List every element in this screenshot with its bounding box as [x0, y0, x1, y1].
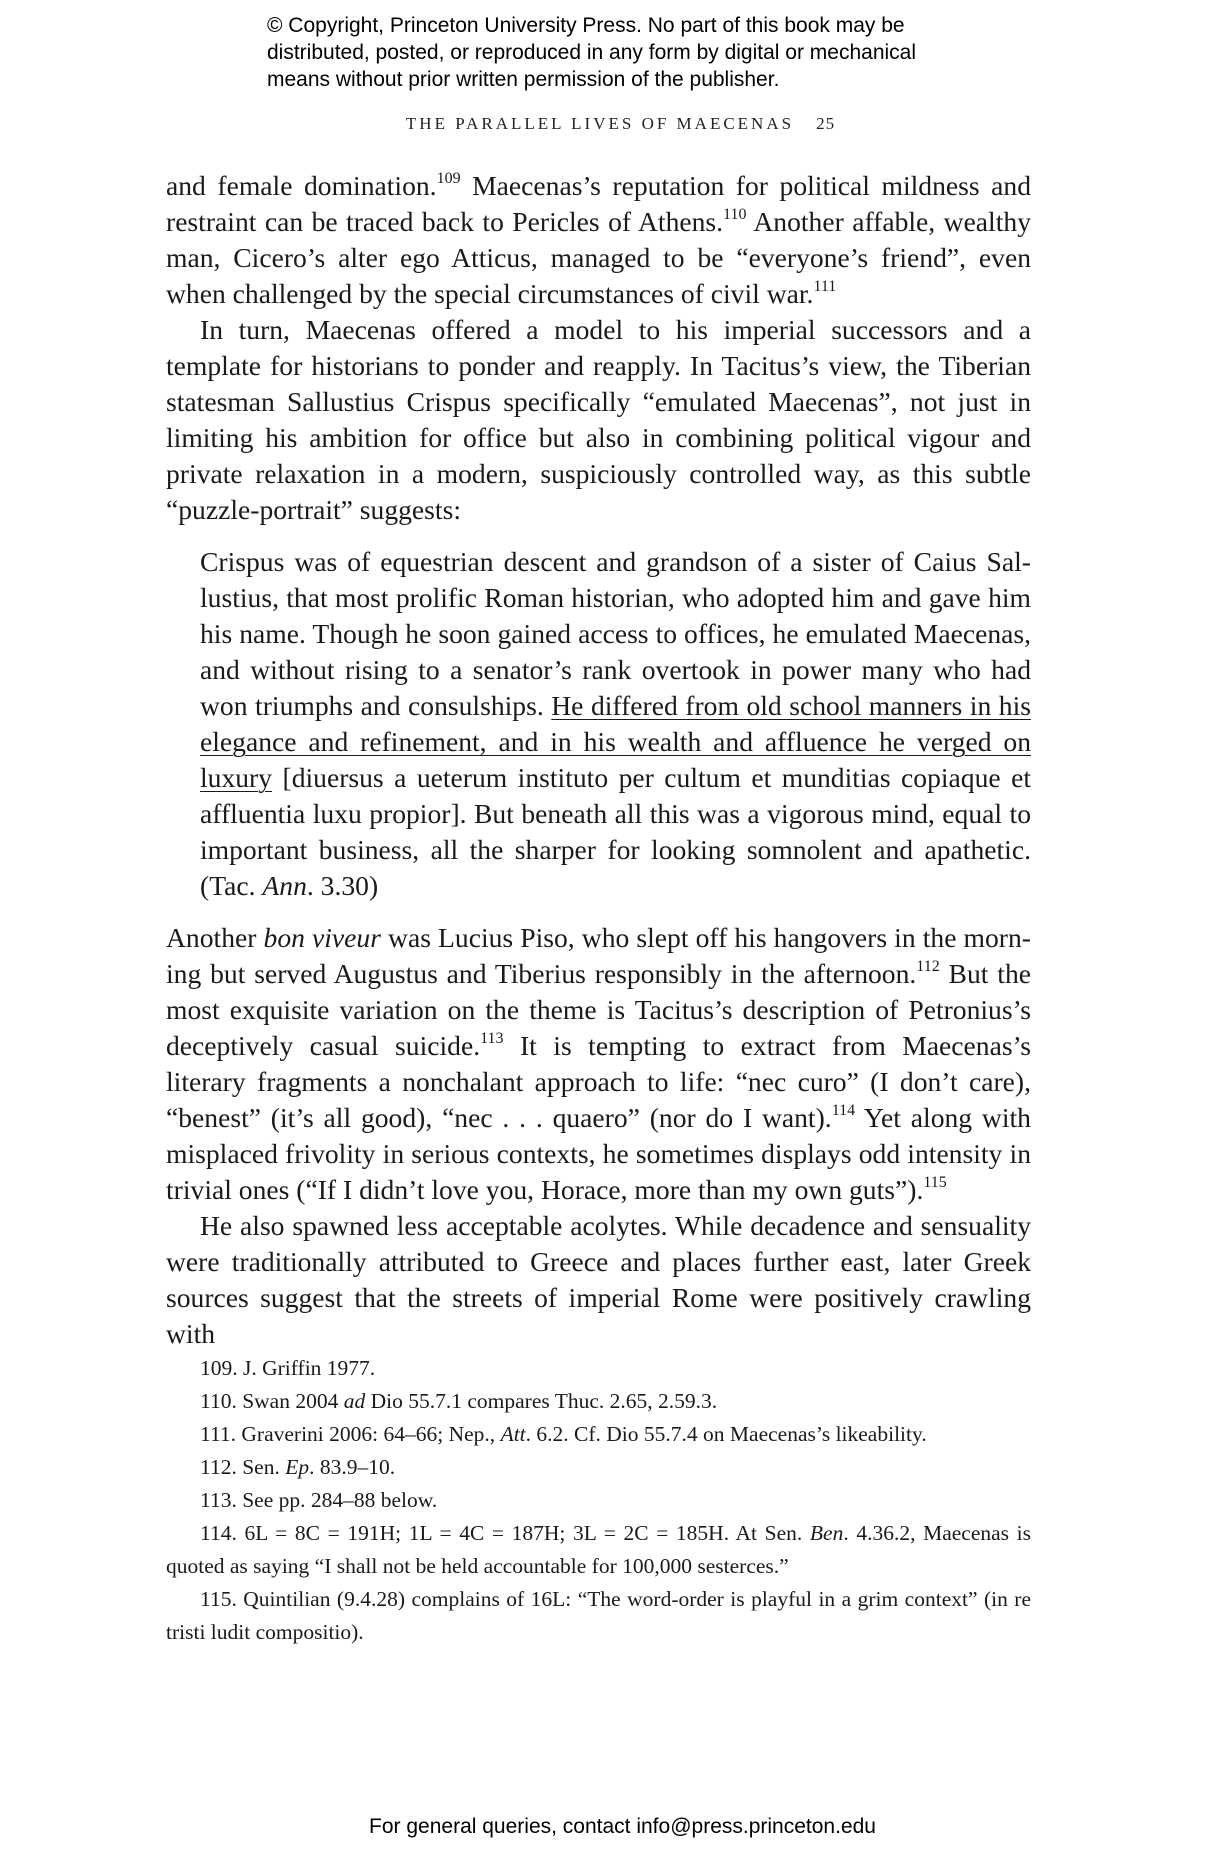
- copyright-line-1: © Copyright, Princeton University Press. No part of this book may be: [267, 14, 905, 37]
- fn112-italic: Ep: [285, 1455, 310, 1479]
- footnote-ref-110: 110: [723, 206, 747, 223]
- footnote-113: 113. See pp. 284–88 below.: [200, 1488, 438, 1512]
- fn114-text-a: 114. 6L = 8C = 191H; 1L = 4C = 187H; 3L = 2C = 185H. At Sen.: [200, 1521, 810, 1545]
- footnote-112: [166, 1451, 1031, 1484]
- footnote-110: [166, 1385, 1031, 1418]
- copyright-line-2: distributed, posted, or reproduced in any form by digital or mechanical: [267, 41, 917, 64]
- fn110-italic: ad: [343, 1389, 366, 1413]
- footnote-114: [166, 1517, 1031, 1583]
- quote-text-b: [diuersus a ueterum instituto per cultum et munditias copiaque et affluentia luxu propior]. But beneath all this was a vigorous mind, equal to important business, all the sharper for looking somnolent and apathetic. (Tac.: [200, 762, 1031, 901]
- p3-text-e: Yet along with misplaced frivolity in serious contexts, he sometimes displays odd intensity in trivial ones (“If I didn’t love you, Horace, more than my own guts”).: [166, 1102, 1031, 1205]
- fn110-text-a: 110. Swan 2004: [200, 1389, 344, 1413]
- footnote-ref-109: 109: [436, 170, 461, 187]
- quote-underlined: He differed from old school manners in his elegance and refinement, and in his wealth and affluence he verged on luxury: [200, 690, 1031, 793]
- fn112-text-a: 112. Sen.: [200, 1455, 286, 1479]
- fn111-text-a: 111. Graverini 2006: 64–66; Nep.,: [200, 1422, 501, 1446]
- quote-citation-ann: Ann: [262, 870, 307, 901]
- footnote-ref-114: 114: [831, 1102, 856, 1119]
- body-text: [166, 168, 1031, 1352]
- p3-text-b: was Lucius Piso, who slept off his hangovers in the morning but served Augustus and Tiberius responsibly in the afternoon.: [166, 922, 1031, 989]
- paragraph-2: In turn, Maecenas offered a model to his imperial successors and a template for historians to ponder and reapply. In Tacitus’s view, the Tiberian statesman Sallustius Crispus specifically “emulated Maecenas”, not just in limiting his ambition for office but also in combining political vigour and private relaxation in a modern, suspiciously controlled way, as this subtle “puzzle-portrait” suggests:: [166, 314, 1031, 525]
- footnote-ref-111: 111: [813, 278, 837, 295]
- p3-text-a: Another: [166, 922, 264, 953]
- p1-text-b: Maecenas’s reputation for political mildness and restraint can be traced back to Pericles of Athens.: [166, 170, 1031, 237]
- fn114-text-b: . 4.36.2, Maecenas is quoted as saying “I shall not be held accountable for 100,000 sesterces.”: [166, 1521, 1031, 1578]
- p3-text-d: It is tempting to extract from Maecenas’s literary fragments a nonchalant approach to life: “nec curo” (I don’t care), “benest” (it’s all good), “nec . . . quaero” (nor do I want).: [166, 1030, 1031, 1133]
- block-quote: [200, 544, 1031, 904]
- footnote-ref-113: 113: [480, 1030, 504, 1047]
- copyright-notice: [267, 12, 1027, 93]
- p3-italic-bon-viveur: bon viveur: [263, 922, 381, 953]
- footnote-115: 115. Quintilian (9.4.28) complains of 16L: “The word-order is playful in a grim context” (in re tristi ludit compositio).: [166, 1587, 1031, 1644]
- paragraph-4: He also spawned less acceptable acolytes. While decadence and sensuality were traditionally attributed to Greece and places further east, later Greek sources suggest that the streets of imperial Rome were positively crawling with: [166, 1210, 1031, 1349]
- page-number: 25: [816, 114, 836, 133]
- copyright-line-3: means without prior written permission of the publisher.: [267, 68, 780, 91]
- paragraph-1: [166, 168, 1031, 312]
- running-head: [0, 114, 1225, 134]
- p3-text-c: But the most exquisite variation on the theme is Tacitus’s description of Petronius’s deceptively casual suicide.: [166, 958, 1031, 1061]
- p1-text-c: Another affable, wealthy man, Cicero’s alter ego Atticus, managed to be “everyone’s friend”, even when challenged by the special circumstances of civil war.: [166, 206, 1031, 309]
- running-head-title: THE PARALLEL LIVES OF MAECENAS: [405, 114, 795, 133]
- quote-text-a: Crispus was of equestrian descent and grandson of a sister of Caius Sallustius, that most prolific Roman historian, who adopted him and gave him his name. Though he soon gained access to offices, he emulated Maecenas, and without rising to a senator’s rank overtook in power many who had won triumphs and consulships.: [200, 546, 1031, 721]
- footer-contact: For general queries, contact info@press.princeton.edu: [369, 1815, 876, 1838]
- fn110-text-b: Dio 55.7.1 compares Thuc. 2.65, 2.59.3.: [365, 1389, 718, 1413]
- fn114-italic: Ben: [809, 1521, 844, 1545]
- fn112-text-b: . 83.9–10.: [309, 1455, 396, 1479]
- paragraph-3: [166, 920, 1031, 1208]
- footnote-ref-112: 112: [916, 958, 940, 975]
- quote-text-c: . 3.30): [306, 870, 379, 901]
- footnote-ref-115: 115: [923, 1174, 947, 1191]
- fn111-italic: Att: [500, 1422, 526, 1446]
- footnote-111: [166, 1418, 1031, 1451]
- fn111-text-b: . 6.2. Cf. Dio 55.7.4 on Maecenas’s likeability.: [525, 1422, 927, 1446]
- footnotes: [166, 1352, 1031, 1649]
- footnote-109: 109. J. Griffin 1977.: [200, 1356, 376, 1380]
- p1-text-a: and female domination.: [166, 170, 437, 201]
